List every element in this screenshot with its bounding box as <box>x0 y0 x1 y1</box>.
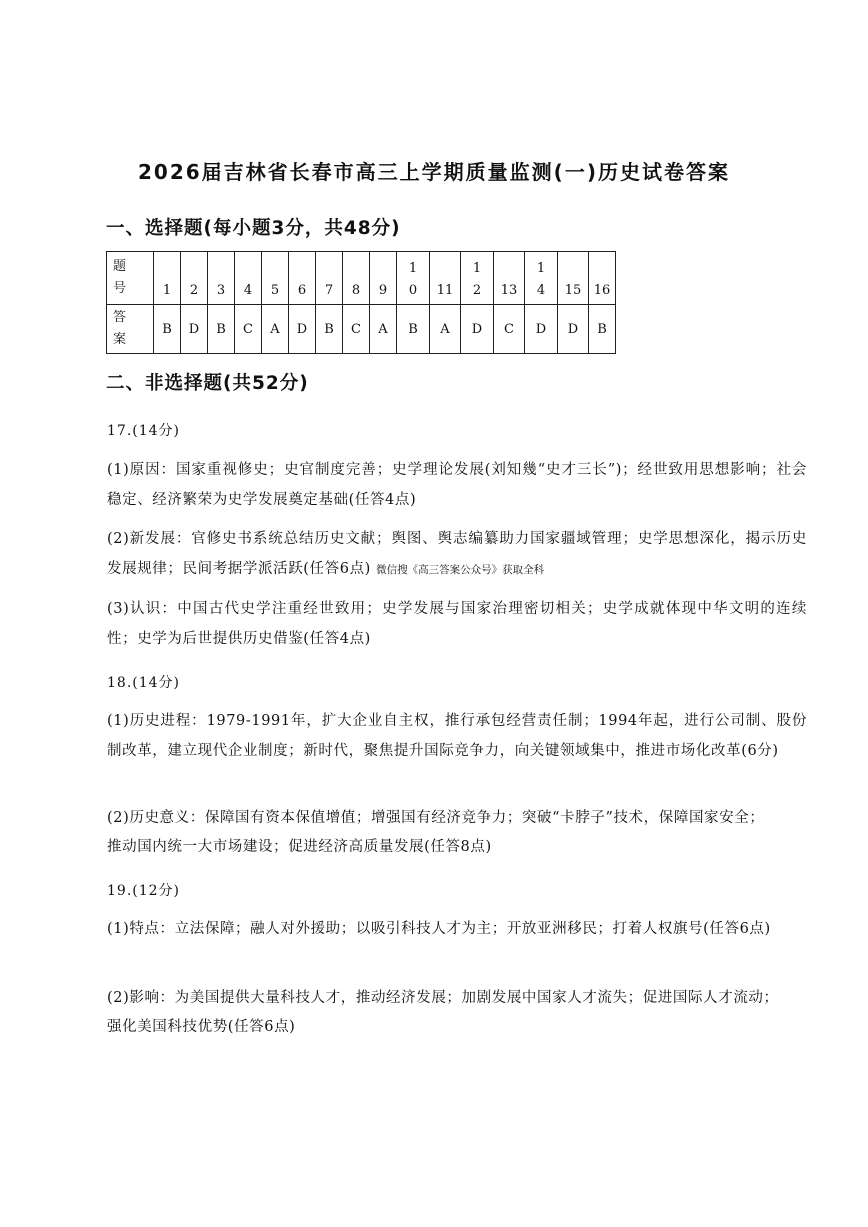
question-18-header: 18.(14分) <box>107 675 181 691</box>
answer-cell: A <box>430 305 461 354</box>
answer-cell: B <box>589 305 616 354</box>
question-18-part-2b: 推动国内统一大市场建设；促进经济高质量发展(任答8点) <box>107 839 492 855</box>
answer-cell: C <box>494 305 525 354</box>
page-title: 2026届吉林省长春市高三上学期质量监测(一)历史试卷答案 <box>138 160 730 184</box>
question-number-cell: 7 <box>316 252 343 305</box>
question-number-cell: 13 <box>494 252 525 305</box>
question-number-cell: 1 4 <box>525 252 558 305</box>
table-row-numbers <box>107 252 616 305</box>
question-19-header: 19.(12分) <box>107 883 181 899</box>
question-number-cell: 15 <box>558 252 589 305</box>
watermark-note: 微信搜《高三答案公众号》获取全科 <box>376 564 545 576</box>
question-19-part-2b: 强化美国科技优势(任答6点) <box>107 1019 296 1035</box>
question-number-cell: 9 <box>370 252 397 305</box>
answer-cell: D <box>289 305 316 354</box>
question-number-cell: 1 <box>154 252 181 305</box>
answer-cell: D <box>525 305 558 354</box>
answer-cell: A <box>370 305 397 354</box>
question-17-part-2-text: (2)新发展：官修史书系统总结历史文献；舆图、舆志编纂助力国家疆域管理；史学思想深化，揭示历史发展规律；民间考据学派活跃(任答6点) <box>107 531 807 577</box>
question-17-part-1: (1)原因：国家重视修史；史官制度完善；史学理论发展(刘知幾“史才三长”)；经世致用思想影响；社会稳定、经济繁荣为史学发展奠定基础(任答4点) <box>107 462 807 508</box>
question-number-cell: 1 2 <box>461 252 494 305</box>
answer-cell: C <box>235 305 262 354</box>
answer-cell: A <box>262 305 289 354</box>
question-19-part-1: (1)特点：立法保障；融人对外援助；以吸引科技人才为主；开放亚洲移民；打着人权旗号(任答6点) <box>107 921 771 937</box>
row-label-answer: 答 案 <box>107 305 154 354</box>
question-number-cell: 5 <box>262 252 289 305</box>
question-number-cell: 6 <box>289 252 316 305</box>
answer-cell: D <box>558 305 589 354</box>
answer-cell: D <box>181 305 208 354</box>
answer-table <box>106 251 616 354</box>
table-row-answers <box>107 305 616 354</box>
section-heading-choice: 一、选择题(每小题3分，共48分) <box>106 218 401 239</box>
question-19-part-2a: (2)影响：为美国提供大量科技人才，推动经济发展；加剧发展中国家人才流失；促进国际人才流动； <box>107 990 779 1006</box>
question-number-cell: 16 <box>589 252 616 305</box>
question-17-header: 17.(14分) <box>107 423 181 439</box>
question-number-cell: 4 <box>235 252 262 305</box>
answer-cell: C <box>343 305 370 354</box>
answer-cell: B <box>208 305 235 354</box>
question-17-part-2 <box>107 524 807 585</box>
question-number-cell: 2 <box>181 252 208 305</box>
answer-cell: B <box>397 305 430 354</box>
question-17-part-3: (3)认识：中国古代史学注重经世致用；史学发展与国家治理密切相关；史学成就体现中华文明的连续性；史学为后世提供历史借鉴(任答4点) <box>107 601 807 647</box>
answer-cell: B <box>316 305 343 354</box>
question-number-cell: 11 <box>430 252 461 305</box>
answer-cell: D <box>461 305 494 354</box>
row-label-number: 题 号 <box>107 252 154 305</box>
answer-cell: B <box>154 305 181 354</box>
question-18-part-2a: (2)历史意义：保障国有资本保值增值；增强国有经济竞争力；突破“卡脖子”技术，保障国家安全； <box>107 810 765 826</box>
question-number-cell: 1 0 <box>397 252 430 305</box>
question-18-part-1: (1)历史进程：1979-1991年，扩大企业自主权，推行承包经营责任制；1994年起，进行公司制、股份制改革，建立现代企业制度；新时代，聚焦提升国际竞争力，向关键领域集中，推进市场化改革(6分) <box>107 713 807 759</box>
question-number-cell: 8 <box>343 252 370 305</box>
section-heading-nonchoice: 二、非选择题(共52分) <box>106 373 309 394</box>
question-number-cell: 3 <box>208 252 235 305</box>
